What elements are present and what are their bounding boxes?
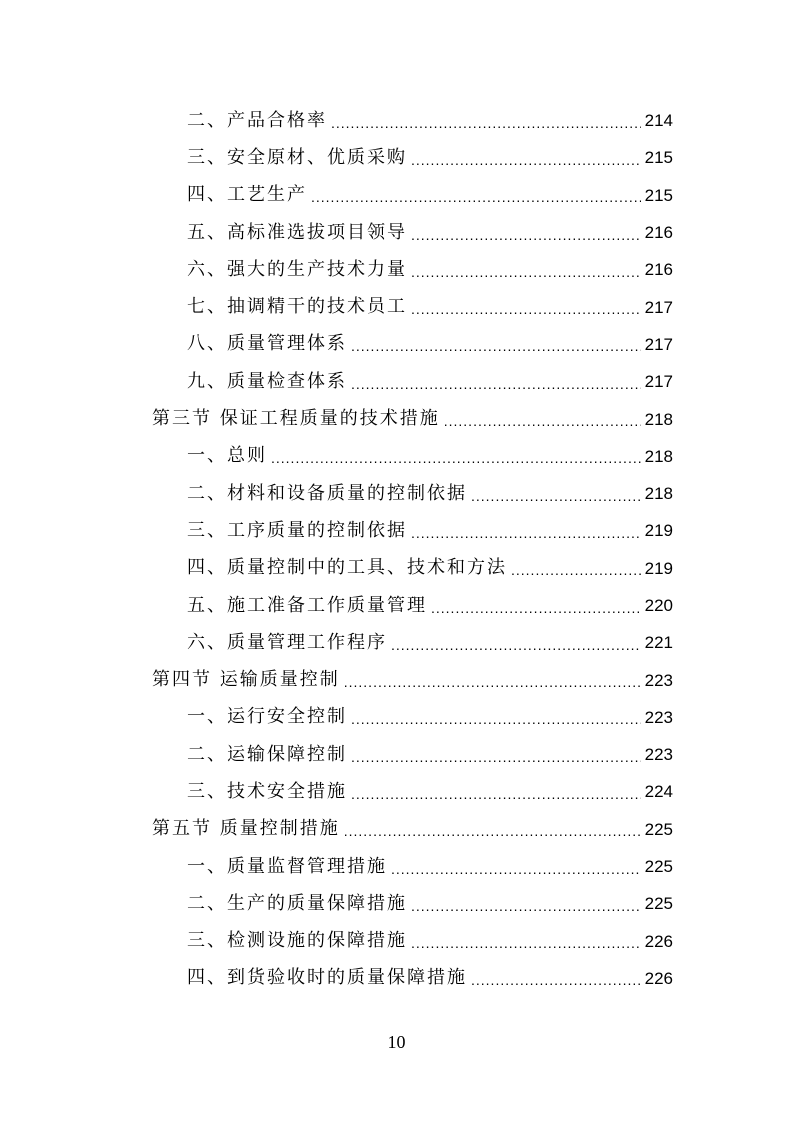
toc-entry[interactable]: [0, 288, 793, 325]
toc-entry[interactable]: [0, 773, 793, 810]
toc-entry[interactable]: [0, 624, 793, 661]
toc-entry-title: 八、质量管理体系: [187, 333, 347, 355]
toc-entry-page-number: 220: [644, 596, 673, 615]
toc-entry-page-number: 223: [644, 745, 673, 765]
toc-entry-page-number: 218: [644, 484, 673, 504]
toc-entry-title: 二、生产的质量保障措施: [187, 892, 407, 914]
toc-entry-page-number: 214: [644, 111, 673, 131]
toc-dot-leader: [311, 190, 641, 204]
toc-entry-title: 二、运输保障控制: [187, 743, 347, 765]
toc-entry-title: 三、技术安全措施: [187, 780, 347, 802]
toc-dot-leader: [351, 712, 641, 726]
toc-entry-page-number: 225: [644, 894, 673, 914]
toc-entry[interactable]: [0, 139, 793, 176]
toc-entry[interactable]: [0, 960, 793, 997]
toc-dot-leader: [411, 526, 641, 540]
toc-section-entry[interactable]: [0, 400, 793, 437]
toc-entry-page-number: 215: [644, 148, 673, 168]
toc-entry-title: 四、质量控制中的工具、技术和方法: [187, 557, 507, 579]
toc-entry-page-number: 223: [644, 670, 673, 690]
toc-dot-leader: [351, 787, 641, 801]
toc-entry[interactable]: [0, 587, 793, 624]
toc-dot-leader: [344, 675, 641, 689]
toc-entry-page-number: 217: [644, 372, 673, 392]
toc-section-entry[interactable]: [0, 811, 793, 848]
toc-dot-leader: [351, 750, 641, 764]
toc-entry-title: 一、总则: [187, 445, 267, 467]
toc-entry-page-number: 217: [644, 334, 673, 354]
toc-entry-page-number: 225: [644, 857, 673, 877]
toc-entry-title: 四、工艺生产: [187, 184, 307, 206]
toc-dot-leader: [431, 601, 641, 615]
table-of-contents: [0, 102, 793, 997]
toc-entry-title: 第三节 保证工程质量的技术措施: [152, 408, 440, 430]
toc-dot-leader: [471, 489, 641, 503]
toc-entry[interactable]: [0, 736, 793, 773]
toc-dot-leader: [391, 862, 641, 876]
toc-entry-title: 三、安全原材、优质采购: [187, 146, 407, 168]
toc-entry-page-number: 218: [644, 446, 673, 466]
toc-entry-title: 四、到货验收时的质量保障措施: [187, 967, 467, 989]
toc-entry[interactable]: [0, 699, 793, 736]
toc-entry[interactable]: [0, 214, 793, 251]
toc-entry-page-number: 225: [644, 819, 673, 839]
toc-dot-leader: [411, 228, 641, 242]
toc-dot-leader: [411, 302, 641, 316]
toc-entry-page-number: 223: [644, 707, 673, 727]
toc-entry-title: 一、质量监督管理措施: [187, 855, 387, 877]
toc-entry-title: 七、抽调精干的技术员工: [187, 296, 407, 318]
page-number: 10: [387, 1032, 406, 1052]
toc-entry-title: 九、质量检查体系: [187, 370, 347, 392]
toc-entry[interactable]: [0, 885, 793, 922]
toc-entry[interactable]: [0, 550, 793, 587]
toc-entry-title: 五、高标准选拔项目领导: [187, 221, 407, 243]
toc-entry-title: 二、产品合格率: [187, 109, 327, 131]
toc-entry-page-number: 219: [644, 558, 673, 578]
toc-entry-title: 五、施工准备工作质量管理: [187, 594, 427, 616]
toc-entry-page-number: 217: [644, 297, 673, 317]
toc-entry[interactable]: [0, 326, 793, 363]
toc-entry-title: 三、工序质量的控制依据: [187, 519, 407, 541]
toc-dot-leader: [471, 973, 641, 987]
toc-entry-title: 六、强大的生产技术力量: [187, 258, 407, 280]
toc-dot-leader: [411, 153, 641, 167]
toc-entry-page-number: 226: [644, 968, 673, 988]
toc-dot-leader: [411, 265, 641, 279]
toc-entry-page-number: 226: [644, 931, 673, 951]
toc-entry-title: 第四节 运输质量控制: [152, 669, 340, 691]
toc-entry[interactable]: [0, 848, 793, 885]
toc-entry-title: 第五节 质量控制措施: [152, 818, 340, 840]
toc-dot-leader: [444, 414, 641, 428]
toc-entry[interactable]: [0, 102, 793, 139]
toc-entry[interactable]: [0, 363, 793, 400]
toc-section-entry[interactable]: [0, 661, 793, 698]
toc-entry-title: 三、检测设施的保障措施: [187, 930, 407, 952]
toc-dot-leader: [331, 116, 641, 130]
toc-entry[interactable]: [0, 512, 793, 549]
toc-entry-page-number: 216: [644, 260, 673, 280]
toc-entry-title: 六、质量管理工作程序: [187, 631, 387, 653]
toc-entry-page-number: 218: [644, 409, 673, 429]
toc-dot-leader: [351, 339, 641, 353]
toc-entry-page-number: 216: [644, 223, 673, 243]
toc-dot-leader: [271, 451, 641, 465]
toc-entry[interactable]: [0, 177, 793, 214]
toc-dot-leader: [411, 936, 641, 950]
toc-dot-leader: [511, 563, 641, 577]
toc-dot-leader: [391, 638, 641, 652]
toc-entry-page-number: 224: [644, 782, 673, 802]
toc-dot-leader: [344, 824, 641, 838]
toc-entry-page-number: 215: [644, 185, 673, 205]
toc-entry-page-number: 219: [644, 521, 673, 541]
toc-entry-title: 二、材料和设备质量的控制依据: [187, 482, 467, 504]
toc-dot-leader: [351, 377, 641, 391]
toc-entry[interactable]: [0, 923, 793, 960]
toc-entry-page-number: 221: [644, 633, 673, 653]
toc-entry[interactable]: [0, 475, 793, 512]
toc-entry[interactable]: [0, 251, 793, 288]
toc-dot-leader: [411, 899, 641, 913]
toc-entry-title: 一、运行安全控制: [187, 706, 347, 728]
toc-entry[interactable]: [0, 438, 793, 475]
